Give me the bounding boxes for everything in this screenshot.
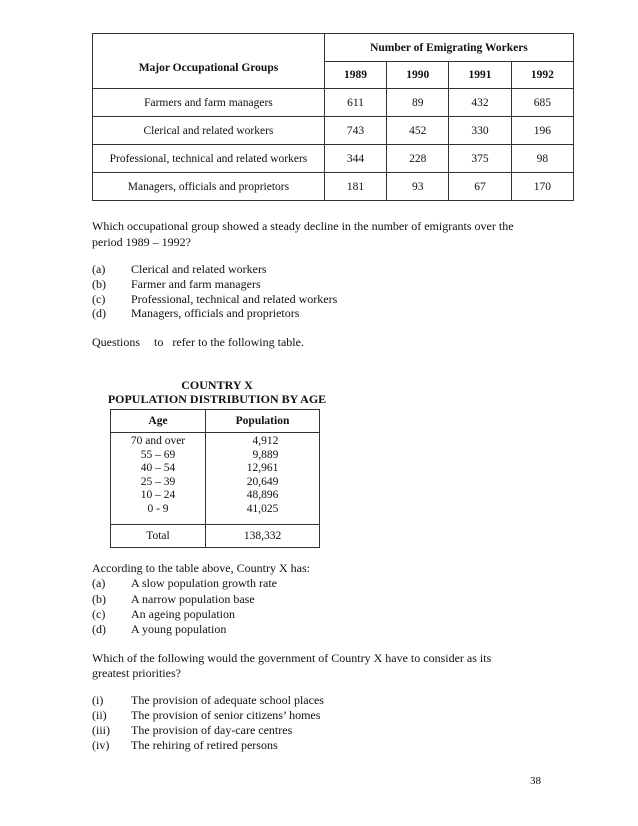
question-3-option	[92, 723, 292, 738]
value-cell: 685	[511, 89, 573, 117]
age-value: 0 - 9	[147, 502, 169, 515]
population-value: 20,649	[246, 475, 279, 488]
group-cell: Farmers and farm managers	[93, 89, 325, 117]
population-value: 9,889	[252, 448, 279, 461]
question-2-option	[92, 576, 277, 591]
option-label: (c)	[92, 607, 106, 621]
year-header: 1989	[324, 62, 386, 89]
option-label: (d)	[92, 622, 106, 636]
refer-word-questions: Questions	[92, 335, 140, 349]
option-text: The rehiring of retired persons	[131, 738, 278, 752]
option-label: (iv)	[92, 738, 110, 752]
age-value: 40 – 54	[140, 462, 176, 474]
option-text: Farmer and farm managers	[131, 277, 261, 291]
value-cell: 196	[511, 117, 573, 145]
option-label: (d)	[92, 306, 106, 320]
group-header-text: Major Occupational Groups	[138, 62, 279, 74]
value-cell: 67	[449, 173, 511, 201]
population-value: 41,025	[246, 502, 279, 515]
question-2-option	[92, 622, 226, 637]
value-cell: 452	[387, 117, 449, 145]
group-column-header	[93, 34, 325, 89]
question-3-option	[92, 708, 320, 723]
age-list	[111, 433, 206, 525]
option-text: The provision of day-care centres	[131, 723, 293, 737]
population-list	[206, 433, 320, 525]
value-cell: 330	[449, 117, 511, 145]
option-text: Managers, officials and proprietors	[131, 306, 300, 320]
question-3-option	[92, 693, 324, 708]
option-label: (i)	[92, 693, 104, 707]
age-value: 10 – 24	[140, 489, 176, 501]
value-cell: 432	[449, 89, 511, 117]
option-text: A narrow population base	[131, 592, 255, 606]
refer-rest: refer to the following table.	[172, 335, 304, 349]
population-total-row	[111, 525, 320, 548]
value-cell: 611	[324, 89, 386, 117]
group-cell: Clerical and related workers	[93, 117, 325, 145]
population-value: 4,912	[252, 435, 279, 447]
value-cell: 93	[387, 173, 449, 201]
question-1-stem-line-2: period 1989 – 1992?	[92, 235, 191, 249]
option-label: (b)	[92, 592, 106, 606]
table-row	[93, 173, 574, 201]
population-header-row	[111, 410, 320, 433]
value-cell: 743	[324, 117, 386, 145]
value-cell: 344	[324, 145, 386, 173]
table-row	[93, 89, 574, 117]
population-title-line-2: POPULATION DISTRIBUTION BY AGE	[107, 392, 327, 406]
age-value: 70 and over	[130, 435, 186, 447]
group-cell: Managers, officials and proprietors	[93, 173, 325, 201]
emigration-table	[92, 33, 574, 201]
option-label: (a)	[92, 262, 106, 276]
population-title-line-1: COUNTRY X	[181, 378, 253, 392]
table-row	[93, 145, 574, 173]
total-value: 138,332	[206, 525, 320, 548]
value-cell: 181	[324, 173, 386, 201]
value-cell: 98	[511, 145, 573, 173]
option-label: (iii)	[92, 723, 110, 737]
question-1-stem-line-1: Which occupational group showed a steady decline in the number of emigrants over the	[92, 219, 514, 233]
question-2-option	[92, 607, 235, 622]
question-1-option	[92, 292, 337, 307]
question-3-stem-line-1: Which of the following would the government of Country X have to consider as its	[92, 651, 492, 665]
year-header: 1991	[449, 62, 511, 89]
value-cell: 89	[387, 89, 449, 117]
refer-line	[92, 335, 304, 350]
option-text: A young population	[131, 622, 227, 636]
question-1-option	[92, 306, 299, 321]
option-text: An ageing population	[131, 607, 235, 621]
value-cell: 228	[387, 145, 449, 173]
question-1-option	[92, 262, 267, 277]
year-header: 1990	[387, 62, 449, 89]
option-text: Clerical and related workers	[131, 262, 267, 276]
group-cell: Professional, technical and related workers	[93, 145, 325, 173]
option-text: The provision of adequate school places	[131, 693, 324, 707]
total-label: Total	[111, 525, 206, 548]
page-number: 38	[530, 775, 541, 787]
population-value: 48,896	[246, 489, 279, 501]
population-table	[110, 409, 320, 548]
value-cell: 170	[511, 173, 573, 201]
option-label: (a)	[92, 576, 106, 590]
population-column-header: Population	[206, 410, 320, 433]
age-value: 55 – 69	[140, 448, 176, 461]
question-2-option	[92, 592, 255, 607]
population-values	[247, 435, 279, 516]
age-value: 25 – 39	[140, 475, 176, 488]
question-1-option	[92, 277, 261, 292]
question-2-stem: According to the table above, Country X has:	[92, 561, 310, 575]
age-column-header: Age	[111, 410, 206, 433]
option-label: (c)	[92, 292, 106, 306]
question-3-stem-line-2: greatest priorities?	[92, 666, 181, 680]
population-value: 12,961	[246, 462, 279, 474]
year-header: 1992	[511, 62, 573, 89]
population-body-row	[111, 433, 320, 525]
refer-word-to: to	[154, 335, 164, 349]
option-text: The provision of senior citizens’ homes	[131, 708, 321, 722]
option-text: A slow population growth rate	[131, 576, 277, 590]
option-text: Professional, technical and related workers	[131, 292, 338, 306]
table-row	[93, 117, 574, 145]
value-cell: 375	[449, 145, 511, 173]
option-label: (ii)	[92, 708, 107, 722]
emigrating-workers-header: Number of Emigrating Workers	[324, 34, 573, 62]
emigration-table-header-row	[93, 34, 574, 62]
option-label: (b)	[92, 277, 106, 291]
question-3-option	[92, 738, 278, 753]
